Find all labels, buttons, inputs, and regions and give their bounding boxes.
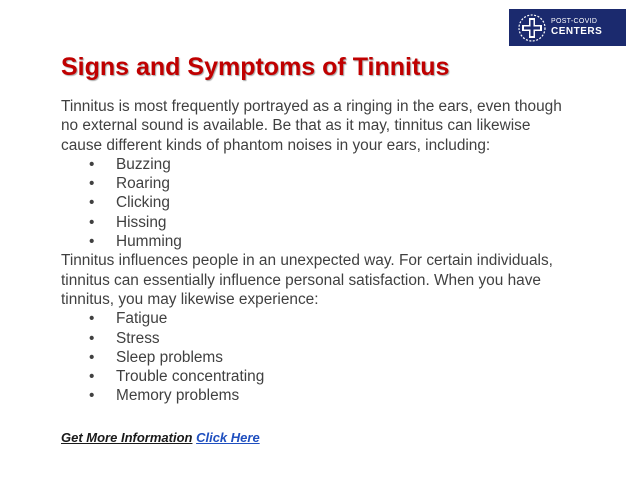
list-item [61, 329, 621, 348]
footer-text: Get More Information [61, 430, 193, 445]
effects-list [61, 309, 621, 405]
logo-line-1: POST-COVID [551, 18, 598, 25]
effects-line-2: tinnitus can essentially influence personal satisfaction. When you have [61, 271, 541, 289]
list-item-text: Memory problems [116, 387, 240, 405]
list-item [61, 174, 621, 193]
page-title: Signs and Symptoms of Tinnitus [61, 53, 450, 81]
bullet-icon: • [89, 329, 95, 347]
list-item-text: Fatigue [116, 310, 168, 328]
bullet-icon: • [89, 387, 95, 405]
click-here-link[interactable]: Click Here [196, 430, 260, 445]
bullet-icon: • [89, 310, 95, 328]
slide-body [61, 97, 621, 406]
logo-text [551, 18, 602, 37]
list-item-text: Sleep problems [116, 348, 223, 366]
bullet-icon: • [89, 213, 95, 231]
list-item-text: Stress [116, 329, 160, 347]
medical-cross-icon [517, 13, 547, 43]
intro-line-2: no external sound is available. Be that as it may, tinnitus can likewise [61, 117, 531, 135]
intro-paragraph [61, 97, 621, 155]
list-item [61, 367, 621, 386]
list-item-text: Clicking [116, 194, 170, 212]
list-item-text: Trouble concentrating [116, 368, 265, 386]
bullet-icon: • [89, 175, 95, 193]
list-item [61, 193, 621, 212]
list-item [61, 232, 621, 251]
bullet-icon: • [89, 194, 95, 212]
list-item [61, 386, 621, 405]
list-item-text: Hissing [116, 213, 167, 231]
intro-line-1: Tinnitus is most frequently portrayed as a ringing in the ears, even though [61, 98, 562, 115]
post-covid-centers-logo [509, 9, 626, 46]
list-item-text: Humming [116, 233, 182, 251]
list-item [61, 213, 621, 232]
list-item-text: Roaring [116, 175, 170, 193]
bullet-icon: • [89, 348, 95, 366]
intro-line-3: cause different kinds of phantom noises in your ears, including: [61, 136, 491, 154]
bullet-icon: • [89, 155, 95, 173]
footer-cta [61, 430, 260, 445]
bullet-icon: • [89, 233, 95, 251]
bullet-icon: • [89, 368, 95, 386]
list-item [61, 348, 621, 367]
effects-line-1: Tinnitus influences people in an unexpected way. For certain individuals, [61, 252, 553, 270]
logo-line-2: CENTERS [551, 26, 603, 37]
list-item [61, 309, 621, 328]
sounds-list [61, 155, 621, 251]
list-item-text: Buzzing [116, 155, 171, 173]
list-item [61, 155, 621, 174]
effects-line-3: tinnitus, you may likewise experience: [61, 290, 319, 308]
effects-paragraph [61, 251, 621, 309]
